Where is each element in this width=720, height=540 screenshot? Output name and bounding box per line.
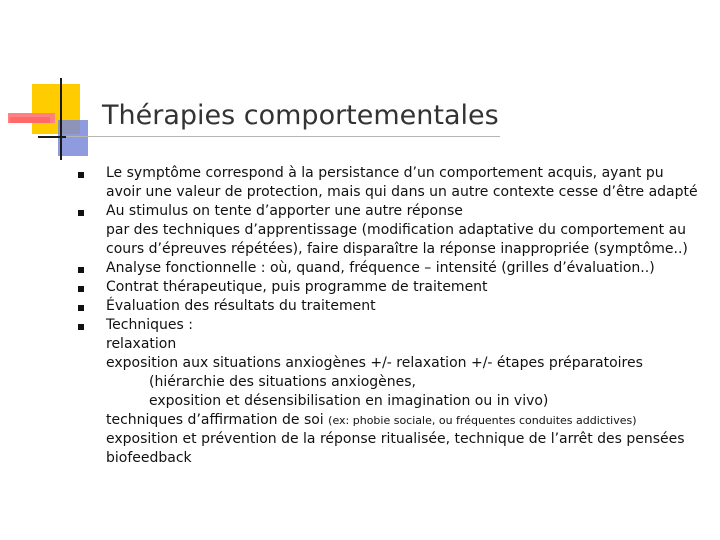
title-underline [38, 136, 500, 137]
bullet-line: par des techniques d’apprentissage (modification adaptative du comportement au [106, 222, 687, 238]
bullet-item-techniques [76, 316, 706, 468]
decor-red-bar-shadow [10, 117, 50, 123]
bullet-line: Analyse fonctionnelle : où, quand, fréquence – intensité (grilles d’évaluation..) [106, 260, 655, 276]
bullet-line: Le symptôme correspond à la persistance d’un comportement acquis, ayant pu [106, 165, 664, 181]
bullet-line: cours d’épreuves répétées), faire disparaître la réponse inappropriée (symptôme..) [106, 241, 688, 257]
bullet-item-stimulus [76, 202, 706, 259]
bullet-list [76, 164, 706, 468]
square-bullet-icon [78, 286, 84, 292]
bullet-line: biofeedback [106, 450, 192, 466]
bullet-item-symptom [76, 164, 706, 202]
bullet-line: Techniques : [106, 317, 193, 333]
bullet-line: Évaluation des résultats du traitement [106, 298, 376, 314]
bullet-line-indented: (hiérarchie des situations anxiogènes, [149, 374, 416, 390]
bullet-line-indented: exposition et désensibilisation en imagination ou in vivo) [149, 393, 549, 409]
decor-horizontal-tick [38, 136, 66, 138]
square-bullet-icon [78, 210, 84, 216]
square-bullet-icon [78, 324, 84, 330]
bullet-line [106, 411, 706, 430]
assertive-training-note: (ex: phobie sociale, ou fréquentes conduites addictives) [328, 414, 637, 427]
bullet-line: Contrat thérapeutique, puis programme de traitement [106, 279, 488, 295]
assertive-training-text: techniques d’affirmation de soi [106, 412, 329, 428]
decor-vertical-line [60, 78, 62, 160]
square-bullet-icon [78, 305, 84, 311]
bullet-line: exposition aux situations anxiogènes +/- relaxation +/- étapes préparatoires [106, 355, 643, 371]
decor-blue-square [58, 120, 88, 156]
bullet-line: avoir une valeur de protection, mais qui dans un autre contexte cesse d’être adapté [106, 184, 698, 200]
square-bullet-icon [78, 172, 84, 178]
bullet-item-analysis [76, 259, 706, 278]
bullet-line: relaxation [106, 336, 177, 352]
bullet-line: Au stimulus on tente d’apporter une autre réponse [106, 203, 463, 219]
bullet-item-contract [76, 278, 706, 297]
square-bullet-icon [78, 267, 84, 273]
bullet-item-evaluation [76, 297, 706, 316]
bullet-line: exposition et prévention de la réponse ritualisée, technique de l’arrêt des pensées [106, 431, 685, 447]
slide-title: Thérapies comportementales [102, 100, 499, 131]
